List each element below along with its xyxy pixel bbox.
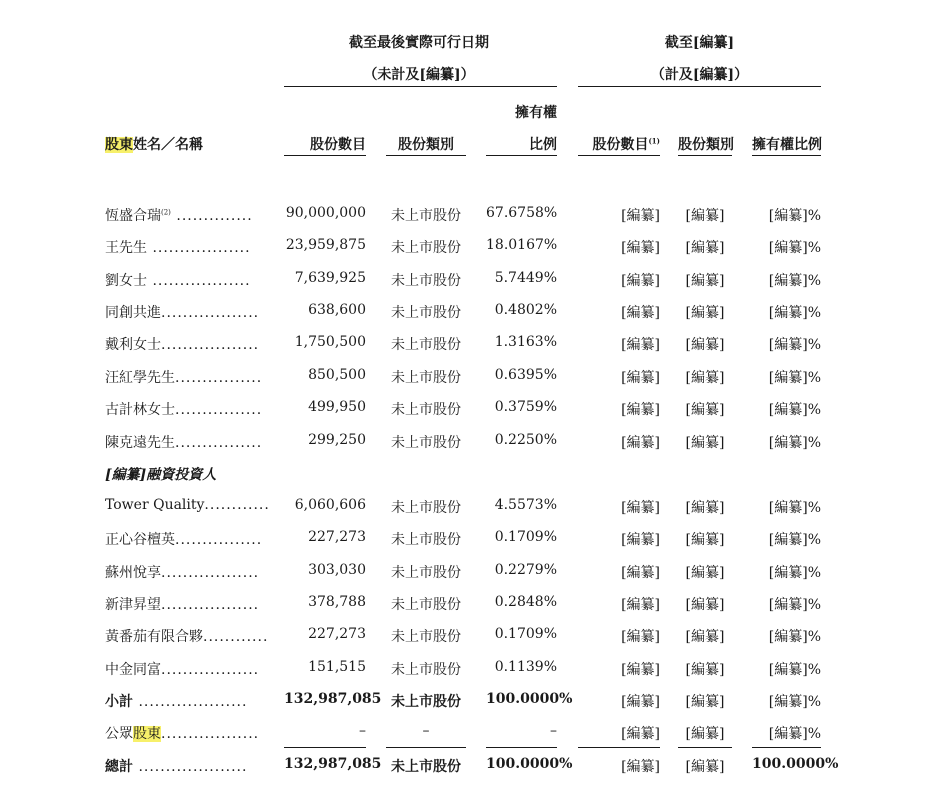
shares-after-cell: [編纂] [621, 532, 660, 548]
pct-cell: 0.2848% [494, 594, 557, 610]
total-rule-class [386, 747, 466, 748]
shares-after-cell: [編纂] [621, 662, 660, 678]
class-after-cell: [編纂] [685, 208, 725, 224]
pct-after-cell: [編纂]% [768, 662, 821, 678]
public-pct: – [550, 723, 557, 739]
pct-after-cell: [編纂]% [768, 565, 821, 581]
leader-dots: ................ [175, 532, 263, 548]
column-header-name-rest: 姓名／名稱 [133, 137, 203, 153]
total-rule-pct [486, 747, 557, 748]
leader-dots: .............. [170, 208, 253, 224]
pct-after-cell: [編纂]% [768, 305, 821, 321]
total-class-after: [編纂] [685, 759, 725, 775]
shareholder-name: 恆盛合瑞$^{(2)}$ .............. [105, 208, 253, 224]
shares-cell: 23,959,875 [285, 237, 366, 253]
class-cell: 未上市股份 [391, 597, 461, 613]
pct-cell: 0.6395% [494, 367, 557, 383]
shares-after-cell: [編纂] [621, 337, 660, 353]
class-after-cell: [編纂] [685, 240, 725, 256]
pct-after-cell: [編纂]% [768, 240, 821, 256]
shareholder-note: (2) [161, 208, 171, 217]
column-header-class: 股份類別 [398, 137, 454, 153]
total-rule-shares-after [578, 747, 660, 748]
class-after-cell: [編纂] [685, 565, 725, 581]
class-after-cell: [編纂] [685, 597, 725, 613]
class-cell: 未上市股份 [391, 500, 461, 516]
shares-after-cell: [編纂] [621, 500, 660, 516]
pct-after-cell: [編纂]% [768, 337, 821, 353]
leader-dots: ............ [204, 497, 270, 513]
class-cell: 未上市股份 [391, 370, 461, 386]
leader-dots: .................. [161, 726, 260, 742]
pct-cell: 0.3759% [494, 399, 557, 415]
leader-dots: .................. [161, 662, 260, 678]
subtotal-class-after: [編纂] [685, 694, 725, 710]
shares-cell: 638,600 [308, 302, 366, 318]
public-shares-after: [編纂] [621, 726, 660, 742]
column-header-shares-after [578, 134, 660, 154]
shareholder-name: 劉女士 .................. [105, 273, 251, 289]
column-header-shares-after-label: 股份數目 [592, 137, 649, 153]
shares-after-cell: [編纂] [621, 305, 660, 321]
class-cell: 未上市股份 [391, 305, 461, 321]
column-header-shares: 股份數目 [310, 137, 366, 153]
total-pct: 100.0000% [486, 756, 573, 772]
shareholder-name: 王先生 .................. [105, 240, 251, 256]
shares-cell: 6,060,606 [294, 497, 366, 513]
class-after-cell: [編纂] [685, 370, 725, 386]
pct-cell: 0.1139% [494, 659, 557, 675]
investor-name: 蘇州悅享.................. [105, 565, 260, 581]
pct-after-cell: [編纂]% [768, 273, 821, 289]
shares-cell: 151,515 [308, 659, 366, 675]
shares-cell: 227,273 [308, 626, 366, 642]
class-after-cell: [編纂] [685, 532, 725, 548]
shares-after-cell: [編纂] [621, 565, 660, 581]
shares-after-cell: [編纂] [621, 597, 660, 613]
shares-after-cell: [編纂] [621, 370, 660, 386]
leader-dots: .................. [147, 240, 251, 256]
pct-after-cell: [編纂]% [768, 208, 821, 224]
leader-dots: .................. [161, 305, 260, 321]
shares-cell: 499,950 [308, 399, 366, 415]
subtotal-shares-after: [編纂] [621, 694, 660, 710]
class-after-cell: [編纂] [685, 337, 725, 353]
class-cell: 未上市股份 [391, 337, 461, 353]
leader-dots: ............ [203, 629, 269, 645]
public-class-after: [編纂] [685, 726, 725, 742]
leader-dots: .................... [133, 759, 248, 775]
class-cell: 未上市股份 [391, 240, 461, 256]
shareholder-name: 同創共進.................. [105, 305, 260, 321]
pct-after-cell: [編纂]% [768, 370, 821, 386]
investor-name: 黃番茄有限合夥............ [105, 629, 269, 645]
pct-cell: 1.3163% [494, 334, 557, 350]
shares-cell: 378,788 [308, 594, 366, 610]
subtotal-pct: 100.0000% [486, 691, 573, 707]
column-rule-class-after [678, 155, 732, 156]
pct-after-cell: [編纂]% [768, 597, 821, 613]
pct-after-cell: [編纂]% [768, 435, 821, 451]
shares-cell: 299,250 [308, 432, 366, 448]
leader-dots: .................. [147, 273, 251, 289]
column-header-name-highlight: 股東 [105, 137, 133, 153]
class-after-cell: [編纂] [685, 500, 725, 516]
class-after-cell: [編纂] [685, 402, 725, 418]
column-header-shares-after-note: (1) [648, 136, 660, 146]
column-header-class-after: 股份類別 [678, 137, 734, 153]
leader-dots: .................. [161, 337, 260, 353]
group-header-before-rule [284, 86, 557, 87]
shares-cell: 1,750,500 [294, 334, 366, 350]
class-after-cell: [編纂] [685, 305, 725, 321]
shareholder-name: 戴利女士.................. [105, 337, 260, 353]
pct-cell: 4.5573% [494, 497, 557, 513]
public-label: 公眾股東.................. [105, 726, 260, 742]
class-cell: 未上市股份 [391, 629, 461, 645]
class-cell: 未上市股份 [391, 662, 461, 678]
class-cell: 未上市股份 [391, 532, 461, 548]
total-shares: 132,987,085 [284, 756, 382, 772]
pct-cell: 0.1709% [494, 529, 557, 545]
class-cell: 未上市股份 [391, 273, 461, 289]
leader-dots: .................. [161, 565, 260, 581]
column-header-name [105, 134, 203, 154]
leader-dots: .................... [133, 694, 248, 710]
class-after-cell: [編纂] [685, 662, 725, 678]
class-cell: 未上市股份 [391, 208, 461, 224]
total-class: 未上市股份 [391, 759, 461, 775]
column-rule-pct-after [752, 155, 821, 156]
investor-name: 新津昇望.................. [105, 597, 260, 613]
investor-name: Tower Quality............ [105, 497, 270, 513]
column-rule-pct [486, 155, 557, 156]
public-shares: – [359, 723, 366, 739]
shares-cell: 90,000,000 [285, 205, 366, 221]
shares-cell: 850,500 [308, 367, 366, 383]
shares-after-cell: [編纂] [621, 273, 660, 289]
column-rule-shares [284, 155, 366, 156]
shareholder-name: 陳克遠先生................ [105, 435, 263, 451]
column-rule-shares-after [578, 155, 660, 156]
shares-after-cell: [編纂] [621, 629, 660, 645]
group-header-after-line2: （計及[編纂]） [650, 67, 749, 83]
pct-cell: 0.2250% [494, 432, 557, 448]
pct-after-cell: [編纂]% [768, 500, 821, 516]
class-after-cell: [編纂] [685, 629, 725, 645]
total-shares-after: [編纂] [621, 759, 660, 775]
pct-after-cell: [編纂]% [768, 532, 821, 548]
shares-after-cell: [編纂] [621, 240, 660, 256]
shares-cell: 7,639,925 [294, 270, 366, 286]
public-label-highlight: 股東 [133, 726, 161, 742]
class-after-cell: [編纂] [685, 273, 725, 289]
column-header-pct-top: 擁有權 [515, 105, 557, 121]
pct-cell: 0.4802% [494, 302, 557, 318]
group-header-before-line2: （未計及[編纂]） [363, 67, 475, 83]
subtotal-label: 小計 .................... [105, 694, 248, 710]
leader-dots: ................ [175, 370, 263, 386]
column-header-pct-bottom: 比例 [529, 137, 557, 153]
shares-after-cell: [編纂] [621, 402, 660, 418]
pct-after-cell: [編纂]% [768, 402, 821, 418]
shareholder-name: 古計林女士................ [105, 402, 263, 418]
column-rule-class [386, 155, 466, 156]
leader-dots: ................ [175, 435, 263, 451]
pct-cell: 0.2279% [494, 562, 557, 578]
shares-cell: 303,030 [308, 562, 366, 578]
class-cell: 未上市股份 [391, 565, 461, 581]
pct-after-cell: [編纂]% [768, 629, 821, 645]
subtotal-class: 未上市股份 [391, 694, 461, 710]
total-label: 總計 .................... [105, 759, 248, 775]
total-rule-shares [284, 747, 366, 748]
public-pct-after: [編纂]% [768, 726, 821, 742]
class-after-cell: [編纂] [685, 435, 725, 451]
total-pct-after: 100.0000% [752, 756, 839, 772]
investor-name: 正心谷檀英................ [105, 532, 263, 548]
shares-after-cell: [編纂] [621, 435, 660, 451]
investor-name: 中金同富.................. [105, 662, 260, 678]
class-cell: 未上市股份 [391, 435, 461, 451]
pct-cell: 5.7449% [494, 270, 557, 286]
subtotal-shares: 132,987,085 [284, 691, 382, 707]
group-header-before-line1: 截至最後實際可行日期 [349, 35, 489, 51]
shares-cell: 227,273 [308, 529, 366, 545]
group-header-after-line1: 截至[編纂] [664, 35, 735, 51]
pct-cell: 0.1709% [494, 626, 557, 642]
leader-dots: .................. [161, 597, 260, 613]
shareholder-name: 汪紅學先生................ [105, 370, 263, 386]
public-class: – [422, 723, 430, 739]
leader-dots: ................ [175, 402, 263, 418]
class-cell: 未上市股份 [391, 402, 461, 418]
shares-after-cell: [編纂] [621, 208, 660, 224]
column-header-pct-after: 擁有權比例 [752, 137, 822, 153]
total-rule-class-after [678, 747, 732, 748]
section-title-investors: [編纂]融資投資人 [105, 467, 217, 483]
total-rule-pct-after [752, 747, 821, 748]
subtotal-pct-after: [編纂]% [768, 694, 821, 710]
group-header-after-rule [578, 86, 821, 87]
pct-cell: 18.0167% [486, 237, 558, 253]
pct-cell: 67.6758% [486, 205, 558, 221]
